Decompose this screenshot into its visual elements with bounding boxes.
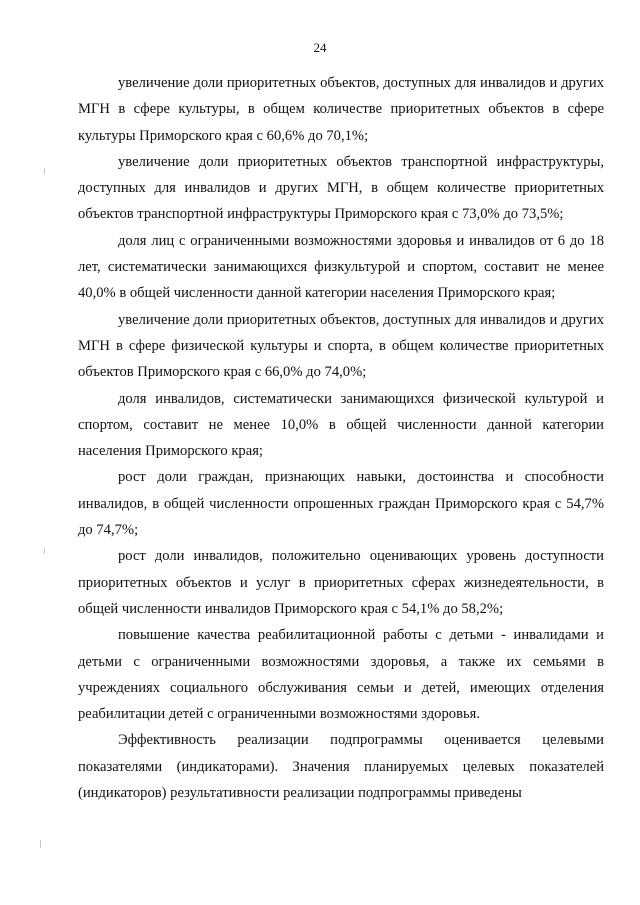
page-number: 24: [313, 40, 327, 55]
margin-mark: [44, 548, 45, 554]
paragraph: увеличение доли приоритетных объектов, доступных для инвалидов и других МГН в сфере культуры, в общем количестве приоритетных объектов в сфере культуры Приморского края с 60,6% до 70,1%;: [78, 75, 604, 144]
margin-mark: [44, 168, 45, 174]
paragraph: Эффективность реализации подпрограммы оценивается целевыми показателями (индикаторами). Значения планируемых целевых показателей (индикаторов) результативности реализации подпрограммы приведены: [78, 732, 604, 802]
paragraph: доля инвалидов, систематически занимающихся физической культурой и спортом, составит не менее 10,0% в общей численности данной категории населения Приморского края;: [78, 390, 604, 460]
paragraph: увеличение доли приоритетных объектов, доступных для инвалидов и других МГН в сфере физической культуры и спорта, в общем количестве приоритетных объектов Приморского края с 66,0% до 74,0%;: [78, 311, 604, 381]
margin-mark: [40, 840, 41, 848]
paragraph: рост доли инвалидов, положительно оценивающих уровень доступности приоритетных объектов и услуг в приоритетных сферах жизнедеятельности, в общей численности инвалидов Приморского края с 54,1% до 58,2%;: [78, 548, 604, 617]
paragraph: рост доли граждан, признающих навыки, достоинства и способности инвалидов, в общей численности опрошенных граждан Приморского края с 54,7% до 74,7%;: [78, 469, 604, 539]
paragraph: повышение качества реабилитационной работы с детьми - инвалидами и детьми с ограниченными возможностями здоровья, а также их семьями в учреждениях социального обслуживания семьи и детей, имеющих отделения реабилитации детей с ограниченными возможностями здоровья.: [78, 627, 604, 723]
paragraph: увеличение доли приоритетных объектов транспортной инфраструктуры, доступных для инвалидов и других МГН, в общем количестве приоритетных объектов транспортной инфраструктуры Приморского края с 73,0% до 73,5%;: [78, 153, 604, 223]
paragraph: доля лиц с ограниченными возможностями здоровья и инвалидов от 6 до 18 лет, систематически занимающихся физкультурой и спортом, составит не менее 40,0% в общей численности данной категории населения Приморского края;: [78, 232, 604, 302]
document-body: [78, 70, 604, 806]
